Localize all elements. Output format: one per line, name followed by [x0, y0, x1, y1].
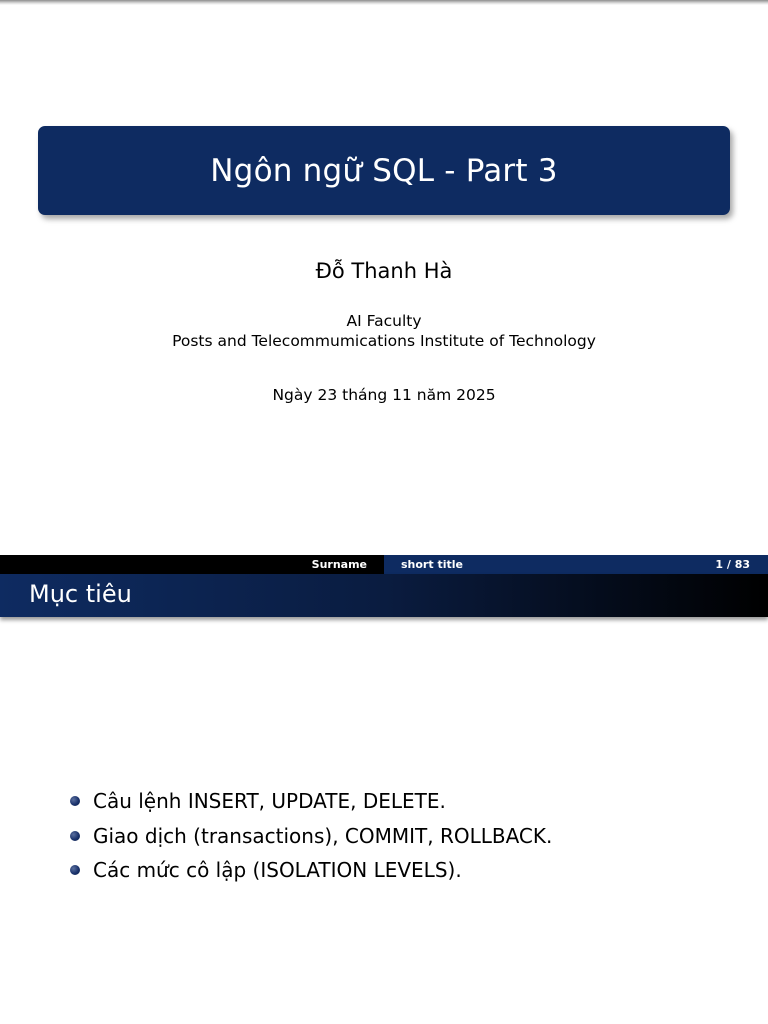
footer-title-box: [384, 555, 768, 574]
bullet-dot-icon: [70, 865, 80, 875]
frame-title: Mục tiêu: [29, 580, 132, 608]
footer-short-title: short title: [401, 558, 463, 571]
bullet-item: [70, 821, 730, 856]
bullet-item: [70, 786, 730, 821]
footer-page-number: 1 / 83: [715, 558, 750, 571]
footer-author-box: [0, 555, 384, 574]
frame-header: [0, 574, 768, 617]
bullet-item: [70, 855, 730, 890]
bullet-text: Câu lệnh INSERT, UPDATE, DELETE.: [93, 789, 446, 813]
bullet-list: [70, 786, 730, 890]
footer-author: Surname: [311, 558, 367, 571]
bullet-dot-icon: [70, 796, 80, 806]
institute-line-1: AI Faculty: [346, 312, 422, 330]
author-name: Đỗ Thanh Hà: [315, 259, 453, 283]
presentation-date: Ngày 23 tháng 11 năm 2025: [272, 386, 496, 404]
title-box: [38, 126, 730, 215]
slide-footer: [0, 555, 768, 574]
institute-line-2: Posts and Telecommumications Institute of Technology: [172, 332, 596, 350]
title-slide: [0, 5, 768, 555]
bullet-text: Giao dịch (transactions), COMMIT, ROLLBACK.: [93, 823, 553, 848]
bullet-text: Các mức cô lập (ISOLATION LEVELS).: [93, 858, 462, 882]
presentation-title: Ngôn ngữ SQL - Part 3: [210, 152, 558, 189]
bullet-dot-icon: [70, 831, 80, 841]
